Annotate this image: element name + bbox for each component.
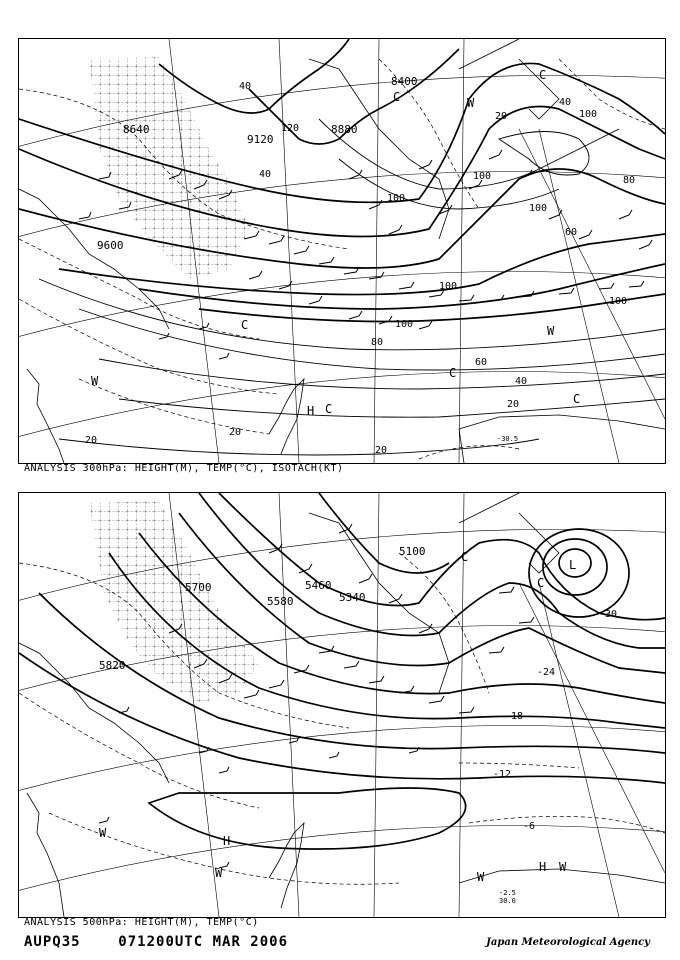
lower-cold-mark: C xyxy=(461,550,469,564)
upper-isotach-label: 100 xyxy=(473,171,492,182)
lower-height-label-5580: 5580 xyxy=(267,595,294,608)
lower-warm-mark: W xyxy=(477,870,485,884)
lower-temp-label: -12 xyxy=(493,769,512,780)
upper-map-panel xyxy=(18,38,666,464)
lower-temp-label: -18 xyxy=(505,711,524,722)
upper-isotach-label: 20 xyxy=(495,111,508,122)
upper-cold-mark: C xyxy=(325,402,333,416)
lower-map-canvas xyxy=(19,493,665,917)
lower-map-panel xyxy=(18,492,666,918)
upper-high-mark: H xyxy=(307,404,315,418)
upper-isotach-label: 40 xyxy=(239,81,252,92)
valid-time: 071200UTC MAR 2006 xyxy=(118,934,289,950)
upper-cold-mark: C xyxy=(573,392,581,406)
upper-isotach-label: 80 xyxy=(371,337,384,348)
lower-height-label-5340: 5340 xyxy=(339,591,366,604)
lower-cold-mark: C xyxy=(537,576,545,590)
upper-isotach-label: 20 xyxy=(507,399,520,410)
upper-isotach-label: 60 xyxy=(475,357,488,368)
lower-height-label-5700: 5700 xyxy=(185,581,212,594)
upper-isotach-label: 40 xyxy=(259,169,272,180)
lower-warm-mark: W xyxy=(99,826,107,840)
chart-code: AUPQ35 xyxy=(24,934,81,950)
lower-high-mark: H xyxy=(539,860,547,874)
upper-warm-mark: W xyxy=(547,324,555,338)
upper-cold-mark: C xyxy=(241,318,249,332)
upper-warm-mark: W xyxy=(91,374,99,388)
lower-low-center xyxy=(529,529,629,617)
lower-low-mark: L xyxy=(569,558,577,572)
upper-isotach-label: 100 xyxy=(579,109,598,120)
upper-height-label-9600: 9600 xyxy=(97,239,124,252)
upper-isotach-label: 60 xyxy=(565,227,578,238)
agency-credit: Japan Meteorological Agency xyxy=(486,937,650,948)
upper-isotach-label: 20 xyxy=(229,427,242,438)
upper-warm-mark: W xyxy=(467,96,475,110)
lower-terrain-hatch xyxy=(89,501,259,703)
lower-temp-label: -30 xyxy=(599,609,618,620)
upper-temp-label: -30.5 xyxy=(497,435,519,443)
upper-isotach-label: 120 xyxy=(281,123,300,134)
upper-isotach-label: 20 xyxy=(375,445,388,456)
upper-isotach-label: 100 xyxy=(529,203,548,214)
upper-cold-mark: C xyxy=(449,366,457,380)
lower-warm-mark: W xyxy=(559,860,567,874)
upper-map-canvas xyxy=(19,39,665,463)
lower-height-label-5100: 5100 xyxy=(399,545,426,558)
lower-warm-mark: W xyxy=(215,866,223,880)
upper-height-label-8640: 8640 xyxy=(123,123,150,136)
upper-isotach-label: 40 xyxy=(559,97,572,108)
lower-height-label-5820: 5820 xyxy=(99,659,126,672)
upper-isotach-label: 100 xyxy=(387,193,406,204)
upper-isotach-label: 40 xyxy=(515,376,528,387)
upper-cold-mark: C xyxy=(393,90,401,104)
upper-isotach-label: 20 xyxy=(85,435,98,446)
lower-height-label-5460: 5460 xyxy=(305,579,332,592)
lower-high-mark: H xyxy=(223,834,231,848)
upper-panel-caption: ANALYSIS 300hPa: HEIGHT(M), TEMP(°C), ISOTACH(KT) xyxy=(24,463,344,474)
lower-station-dewpoint: 30.0 xyxy=(499,897,516,905)
upper-isotach-label: 100 xyxy=(395,319,414,330)
chart-header-line xyxy=(24,934,288,950)
upper-isotach-label: 100 xyxy=(609,296,628,307)
upper-isotach-label: 80 xyxy=(623,175,636,186)
lower-panel-caption: ANALYSIS 500hPa: HEIGHT(M), TEMP(°C) xyxy=(24,917,259,928)
lower-station-temp: -2.5 xyxy=(499,889,516,897)
upper-isotach-label: 100 xyxy=(439,281,458,292)
upper-height-label-9120: 9120 xyxy=(247,133,274,146)
lower-temp-label: -24 xyxy=(537,667,556,678)
upper-cold-mark: C xyxy=(539,68,547,82)
lower-temp-label: -6 xyxy=(523,821,536,832)
upper-height-label-8880: 8880 xyxy=(331,123,358,136)
upper-height-label-8400: 8400 xyxy=(391,75,418,88)
